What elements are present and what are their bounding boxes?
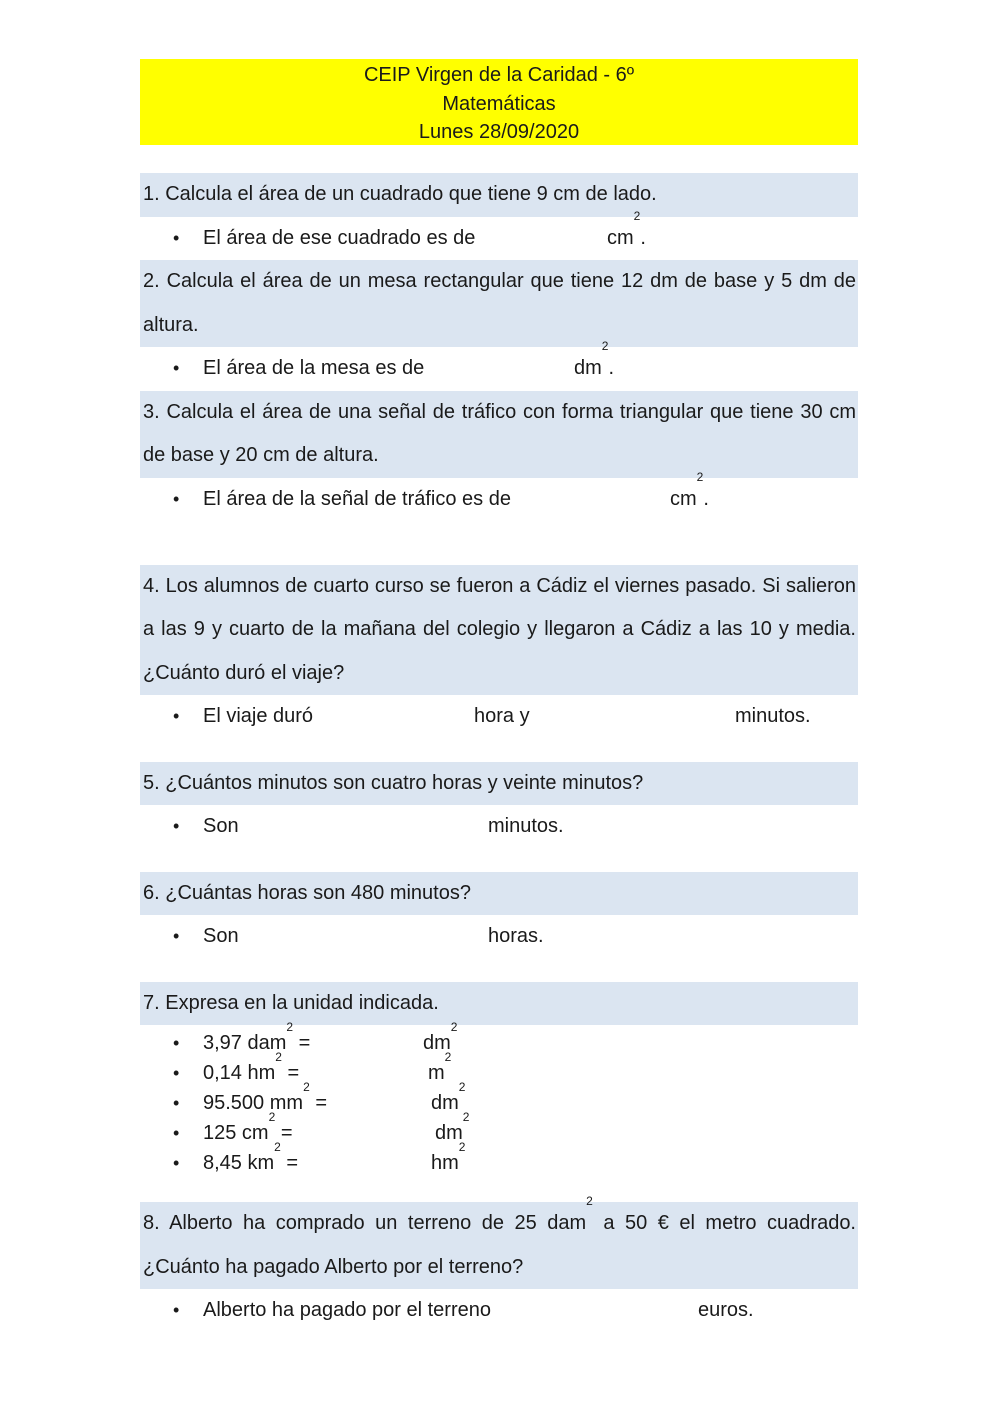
subject: Matemáticas (442, 92, 556, 115)
answer-4-mid: hora y (474, 705, 530, 727)
answer-8-end: euros. (698, 1299, 754, 1321)
bullet: • (173, 1063, 180, 1083)
question-1: 1. Calcula el área de un cuadrado que tiene 9 cm de lado. (140, 173, 858, 217)
list-item: • 8,45 $km^2$ = $hm^2$ (140, 1148, 858, 1178)
answer-3 (140, 469, 858, 522)
answer-4-end: minutos. (735, 705, 811, 727)
answer-6-end: horas. (488, 925, 544, 947)
answer-1-unit: $cm^2$. (607, 208, 646, 249)
header-box (140, 59, 858, 145)
question-5: 5. ¿Cuántos minutos son cuatro horas y veinte minutos? (140, 762, 858, 806)
school-name: CEIP Virgen de la Caridad - 6º (363, 64, 635, 86)
date: Lunes 28/09/2020 (418, 121, 580, 143)
bullet: • (173, 1300, 180, 1320)
answer-1-text: El área de ese cuadrado es de (203, 226, 476, 249)
bullet: • (173, 1093, 180, 1113)
list-item: • 0,14 $hm^2$ = $m^2$ (140, 1058, 858, 1088)
answer-8 (140, 1289, 858, 1333)
answer-8-text: Alberto ha pagado por el terreno (203, 1299, 491, 1321)
answer-1 (140, 208, 858, 261)
answer-3-unit: $cm^2$. (670, 469, 709, 510)
question-6: 6. ¿Cuántas horas son 480 minutos? (140, 872, 858, 916)
answer-2 (140, 339, 858, 391)
answer-6 (140, 915, 858, 959)
bullet: • (173, 706, 180, 726)
question-3: 3. Calcula el área de una señal de tráfico con forma triangular que tiene 30 cm de base y 20 cm de altura. (140, 391, 858, 478)
question-2: 2. Calcula el área de un mesa rectangular que tiene 12 dm de base y 5 dm de altura. (140, 260, 858, 347)
bullet: • (173, 227, 180, 248)
answer-5-end: minutos. (488, 815, 564, 837)
bullet: • (173, 488, 180, 509)
answer-6-text: Son (203, 925, 239, 947)
question-4: 4. Los alumnos de cuarto curso se fueron a Cádiz el viernes pasado. Si salieron a las 9 y cuarto de la mañana del colegio y llegaron a Cádiz a las 10 y media. ¿Cuánto duró el viaje? (140, 565, 858, 696)
bullet: • (173, 1123, 180, 1143)
bullet: • (173, 1033, 180, 1053)
answer-3-text: El área de la señal de tráfico es de (203, 487, 511, 510)
list-item: • 125 $cm^2$ = $dm^2$ (140, 1118, 858, 1148)
answer-4-text: El viaje duró (203, 705, 314, 727)
list-item: • 3,97 dam$^2$ = $dm^2$ (140, 1028, 858, 1058)
bullet: • (173, 358, 180, 378)
answer-4 (140, 695, 858, 739)
bullet: • (173, 816, 180, 836)
conversion-list (140, 1020, 858, 1182)
answer-5-text: Son (203, 815, 239, 837)
answer-2-text: El área de la mesa es de (203, 357, 425, 379)
answer-5 (140, 805, 858, 849)
bullet: • (173, 1153, 180, 1173)
question-7: 7. Expresa en la unidad indicada. (140, 982, 858, 1026)
list-item: • 95.500 $mm^2$ = $dm^2$ (140, 1088, 858, 1118)
answer-2-unit: $dm^2$. (574, 339, 615, 379)
question-8: 8. Alberto ha comprado un terreno de 25 dam$^2$ a 50 € el metro cuadrado. ¿Cuánto ha pagado Alberto por el terreno? (140, 1202, 858, 1289)
bullet: • (173, 926, 180, 946)
worksheet (140, 59, 858, 1333)
